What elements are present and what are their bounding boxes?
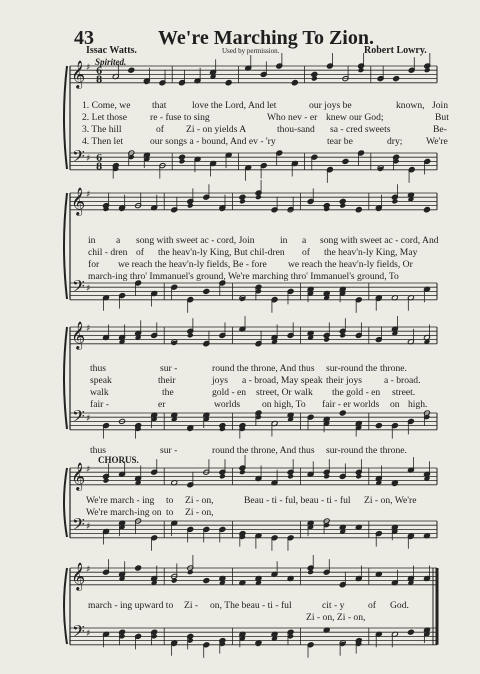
lyric-line: march - ing upward to Zi - on, The beau - ti - ful cit - y of God. xyxy=(88,600,409,611)
time-signature-top: 6 xyxy=(96,67,103,77)
system-brace xyxy=(64,66,67,169)
lyric-line: for we reach the heav'n-ly fields, Be - fore we reach the heav'n-ly fields, Or xyxy=(88,259,413,270)
system-brace xyxy=(64,193,67,299)
lyric-line: walk the gold - en street, Or walk the gold - en street. xyxy=(90,387,416,398)
sharp-icon: ♯ xyxy=(86,284,91,294)
time-signature-bottom: 8 xyxy=(96,75,103,86)
system-brace xyxy=(64,327,67,429)
bass-clef-icon: 𝄢 xyxy=(72,514,85,538)
treble-clef-icon: 𝄞 xyxy=(71,187,86,215)
lyric-line: Zi - on, Zi - on, xyxy=(306,612,366,623)
system-brace xyxy=(64,568,67,644)
sharp-icon: ♯ xyxy=(86,522,91,532)
treble-clef-icon: 𝄞 xyxy=(71,60,86,88)
chorus-label: CHORUS. xyxy=(98,455,139,465)
sharp-icon: ♯ xyxy=(86,63,91,73)
lyric-line: 3. The hill of Zi - on yields A thou-sand sa - cred sweets Be- xyxy=(82,124,447,135)
sharp-icon: ♯ xyxy=(86,629,91,639)
notehead xyxy=(203,578,210,584)
lyric-line: We're march - ing to Zi - on, Beau - ti - ful, beau - ti - ful Zi - on, We're xyxy=(86,495,417,506)
notehead xyxy=(407,629,414,635)
composer-credit: Robert Lowry. xyxy=(364,45,427,56)
tempo-marking: Spirited. xyxy=(95,57,127,67)
notehead xyxy=(203,288,210,294)
lyricist-credit: Issac Watts. xyxy=(86,45,137,56)
lyric-line: chil - dren of the heav'n-ly King, But chil-dren of the heav'n-ly King, May xyxy=(88,247,418,258)
bass-clef-icon: 𝄢 xyxy=(72,406,85,430)
lyric-line: in a song with sweet ac - cord, Join in a song with sweet ac - cord, And xyxy=(88,235,439,246)
sharp-icon: ♯ xyxy=(86,414,91,424)
treble-clef-icon: 𝄞 xyxy=(71,321,86,349)
lyric-line: 2. Let those re - fuse to sing Who nev - er knew our God; But xyxy=(82,112,449,123)
sharp-icon: ♯ xyxy=(86,565,91,575)
sharp-icon: ♯ xyxy=(86,465,91,475)
hymn-title: We're Marching To Zion. xyxy=(158,27,374,49)
sharp-icon: ♯ xyxy=(86,190,91,200)
notehead xyxy=(375,423,382,429)
bass-clef-icon: 𝄢 xyxy=(72,146,85,170)
lyric-line: thus sur - round the throne, And thus sur-round the throne. xyxy=(90,363,407,374)
sharp-icon: ♯ xyxy=(86,324,91,334)
lyric-line: fair - er worlds on high, To fair - er worlds on high. xyxy=(90,399,428,410)
treble-clef-icon: 𝄞 xyxy=(71,462,86,490)
permission-note: Used by permission. xyxy=(222,47,280,55)
bass-clef-icon: 𝄢 xyxy=(72,621,85,645)
bass-clef-icon: 𝄢 xyxy=(72,276,85,300)
notehead xyxy=(339,410,346,416)
lyric-line: speak their joys a - broad, May speak their joys a - broad. xyxy=(90,375,421,386)
time-signature-top: 6 xyxy=(96,154,103,164)
lyric-line: 4. Then let our songs a - bound, And ev - 'ry tear be dry; We're xyxy=(82,136,448,147)
time-signature-bottom: 8 xyxy=(96,162,103,173)
notehead xyxy=(135,565,142,571)
hymn-number: 43 xyxy=(74,27,94,49)
lyric-line: We're march-ing on to Zi - on, xyxy=(86,507,214,518)
treble-clef-icon: 𝄞 xyxy=(71,562,86,590)
notehead xyxy=(393,76,400,82)
notehead xyxy=(342,158,349,164)
lyric-line: march-ing thro' Immanuel's ground, We're marching thro' Immanuel's ground, To xyxy=(88,271,399,282)
lyric-line: 1. Come, we that love the Lord, And let our joys be known, Join xyxy=(82,100,448,111)
notehead xyxy=(128,67,135,73)
system-brace xyxy=(64,468,67,537)
sharp-icon: ♯ xyxy=(86,154,91,164)
bass-lyric-line: thus sur - round the throne, And thus sur-round the throne. xyxy=(90,445,407,456)
